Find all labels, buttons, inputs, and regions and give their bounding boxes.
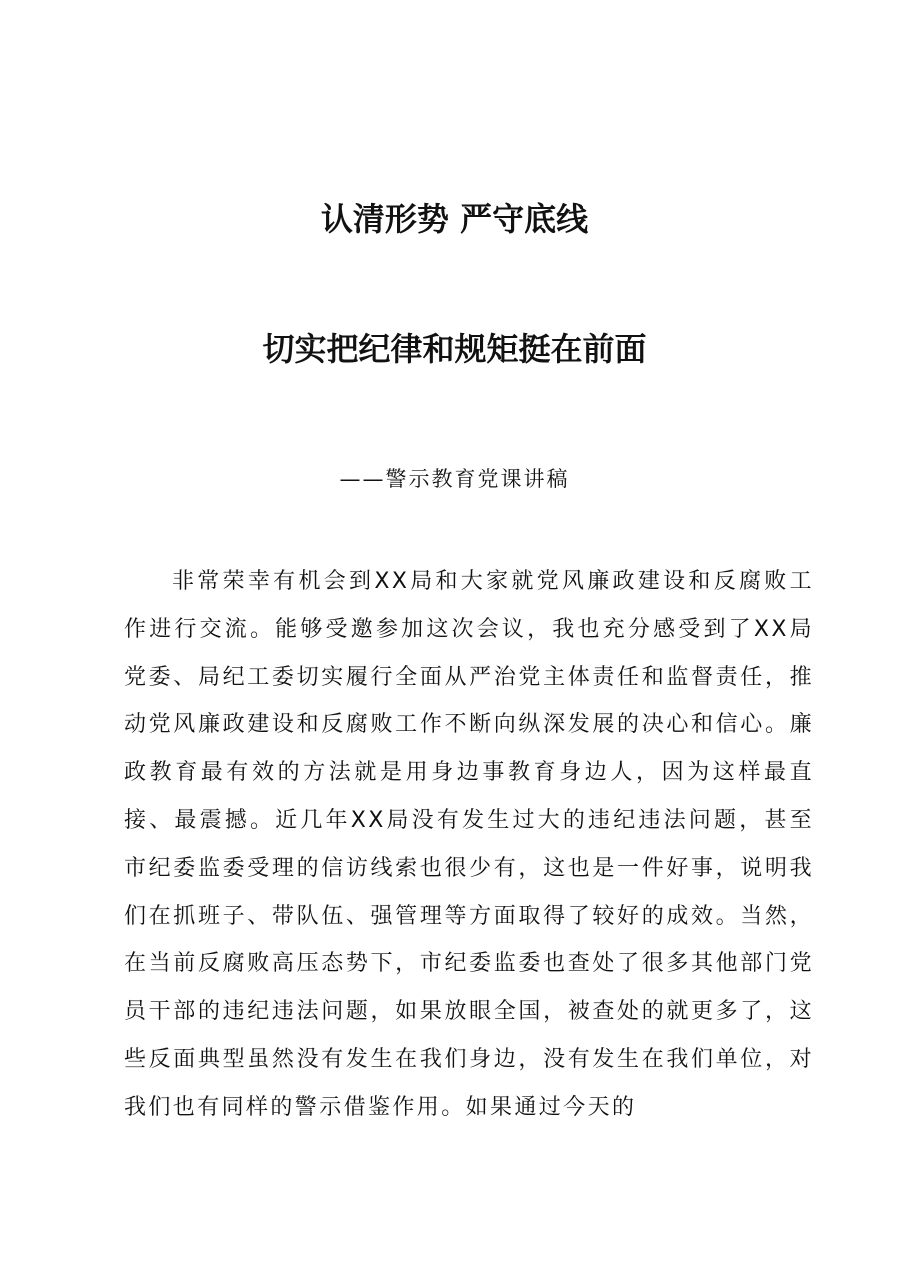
body-paragraph: 非常荣幸有机会到XX局和大家就党风廉政建设和反腐败工作进行交流。能够受邀参加这次会议，我也充分感受到了XX局党委、局纪工委切实履行全面从严治党主体责任和监督责任，推动党风廉政建设和反腐败工作不断向纵深发展的决心和信心。廉政教育最有效的方法就是用身边事教育身边人，因为这样最直接、最震撼。近几年XX局没有发生过大的违纪违法问题，甚至市纪委监委受理的信访线索也很少有，这也是一件好事，说明我们在抓班子、带队伍、强管理等方面取得了较好的成效。当然，在当前反腐败高压态势下，市纪委监委也查处了很多其他部门党员干部的违纪违法问题，如果放眼全国，被查处的就更多了，这些反面典型虽然没有发生在我们身边，没有发生在我们单位，对我们也有同样的警示借鉴作用。如果通过今天的 <box>124 569 814 1120</box>
document-subtitle: ——警示教育党课讲稿 <box>339 467 570 491</box>
document-title-line-2: 切实把纪律和规矩挺在前面 <box>262 330 647 368</box>
document-title-line-1: 认清形势 严守底线 <box>320 200 589 238</box>
